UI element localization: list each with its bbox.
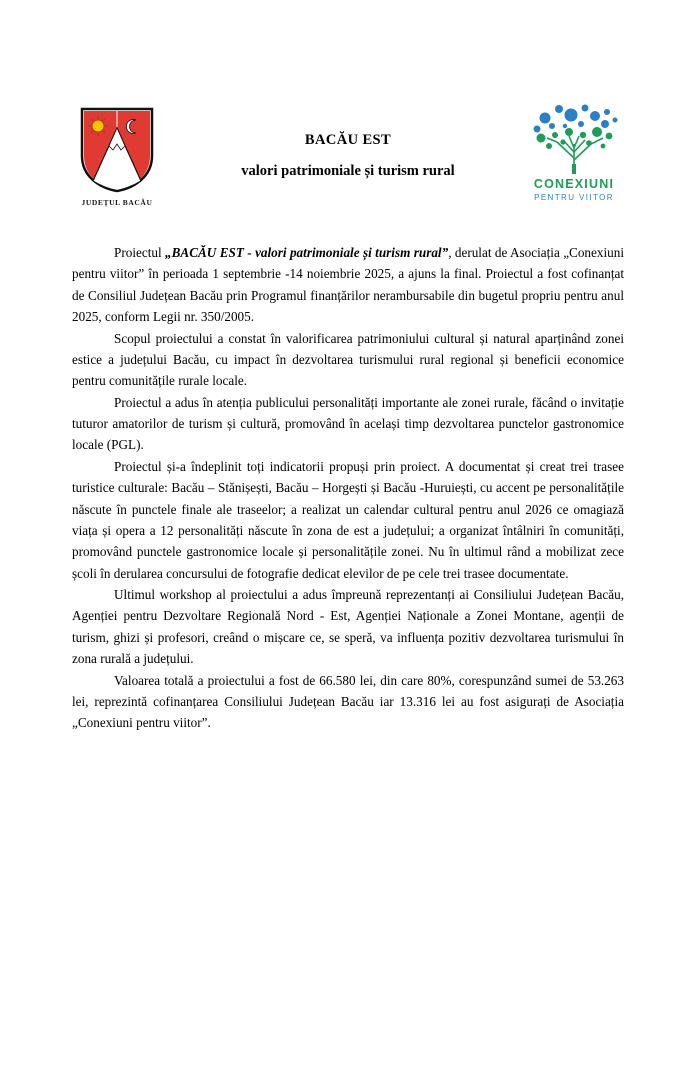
document-header bbox=[0, 96, 696, 226]
organization-tagline: PENTRU VIITOR bbox=[534, 193, 614, 202]
conexiuni-tree-logo-icon bbox=[519, 102, 629, 176]
paragraph-2: Scopul proiectului a constat în valorificarea patrimoniului cultural și natural aparținând zonei estice a județului Bacău, cu impact în dezvoltarea turismului rural regional și beneficii economice pentru comunitățile rurale locale. bbox=[72, 330, 624, 389]
title-block bbox=[180, 132, 516, 180]
document-body bbox=[72, 242, 624, 734]
coat-of-arms-caption: JUDEȚUL BACĂU bbox=[81, 198, 153, 207]
page-title: BACĂU EST bbox=[304, 132, 392, 148]
paragraph-1-rest: , derulat de Asociația „Conexiuni pentru viitor” în perioada 1 septembrie -14 noiembrie 2025, a ajuns la final. Proiectul a fost cofinanțat de Consiliul Județean Bacău prin Programul finanțărilor nerambursabile din bugetul propriu pentru anul 2025, conform Legii nr. 350/2005. bbox=[72, 245, 624, 325]
coat-of-arms-block bbox=[72, 106, 162, 207]
bacau-county-coat-of-arms-icon bbox=[79, 106, 155, 194]
project-title-emphasis: „BACĂU EST - valori patrimoniale și turism rural” bbox=[165, 245, 449, 260]
organization-logo-block bbox=[504, 102, 644, 202]
paragraph-1 bbox=[72, 242, 624, 328]
paragraph-3: Proiectul a adus în atenția publicului personalități importante ale zonei rurale, făcând o invitație tuturor amatorilor de turism și cultură, promovând în același timp dezvoltarea punctelor gastronomice locale (PGL). bbox=[72, 394, 624, 453]
paragraph-5: Ultimul workshop al proiectului a adus împreună reprezentanți ai Consiliului Județean Bacău, Agenției pentru Dezvoltare Regională Nord - Est, Agenției Naționale a Zonei Montane, agenții de turism, ghizi și profesori, creând o mișcare ce, se speră, va influența pozitiv dezvoltarea turismului în zona rurală a județului. bbox=[72, 587, 624, 667]
paragraph-6: Valoarea totală a proiectului a fost de 66.580 lei, din care 80%, corespunzând sumei de 53.263 lei, reprezintă cofinanțarea Consiliului Județean Bacău iar 13.316 lei au fost asigurați de Asociația „Conexiuni pentru viitor”. bbox=[72, 672, 624, 731]
paragraph-1-lead: Proiectul bbox=[114, 245, 166, 260]
paragraph-4: Proiectul și-a îndeplinit toți indicatorii propuși prin proiect. A documentat și creat trei trasee turistice culturale: Bacău – Stănișești, Bacău – Horgești și Bacău -Huruiești, cu accent pe personalitățile născute în punctele finale ale traseelor; a realizat un calendar cultural pentru anul 2026 ce omagiază viața și opera a 12 personalități născute în zona de est a județului; a organizat întâlniri în comunități, promovând punctele gastronomice locale și personalitățile zonei. Nu în ultimul rând a mobilizat zece școli în derularea concursului de fotografie dedicat elevilor de pe cele trei trasee documentate. bbox=[72, 458, 624, 581]
page-subtitle: valori patrimoniale și turism rural bbox=[241, 163, 455, 179]
organization-name: CONEXIUNI bbox=[533, 177, 615, 191]
document-page bbox=[0, 96, 696, 1088]
